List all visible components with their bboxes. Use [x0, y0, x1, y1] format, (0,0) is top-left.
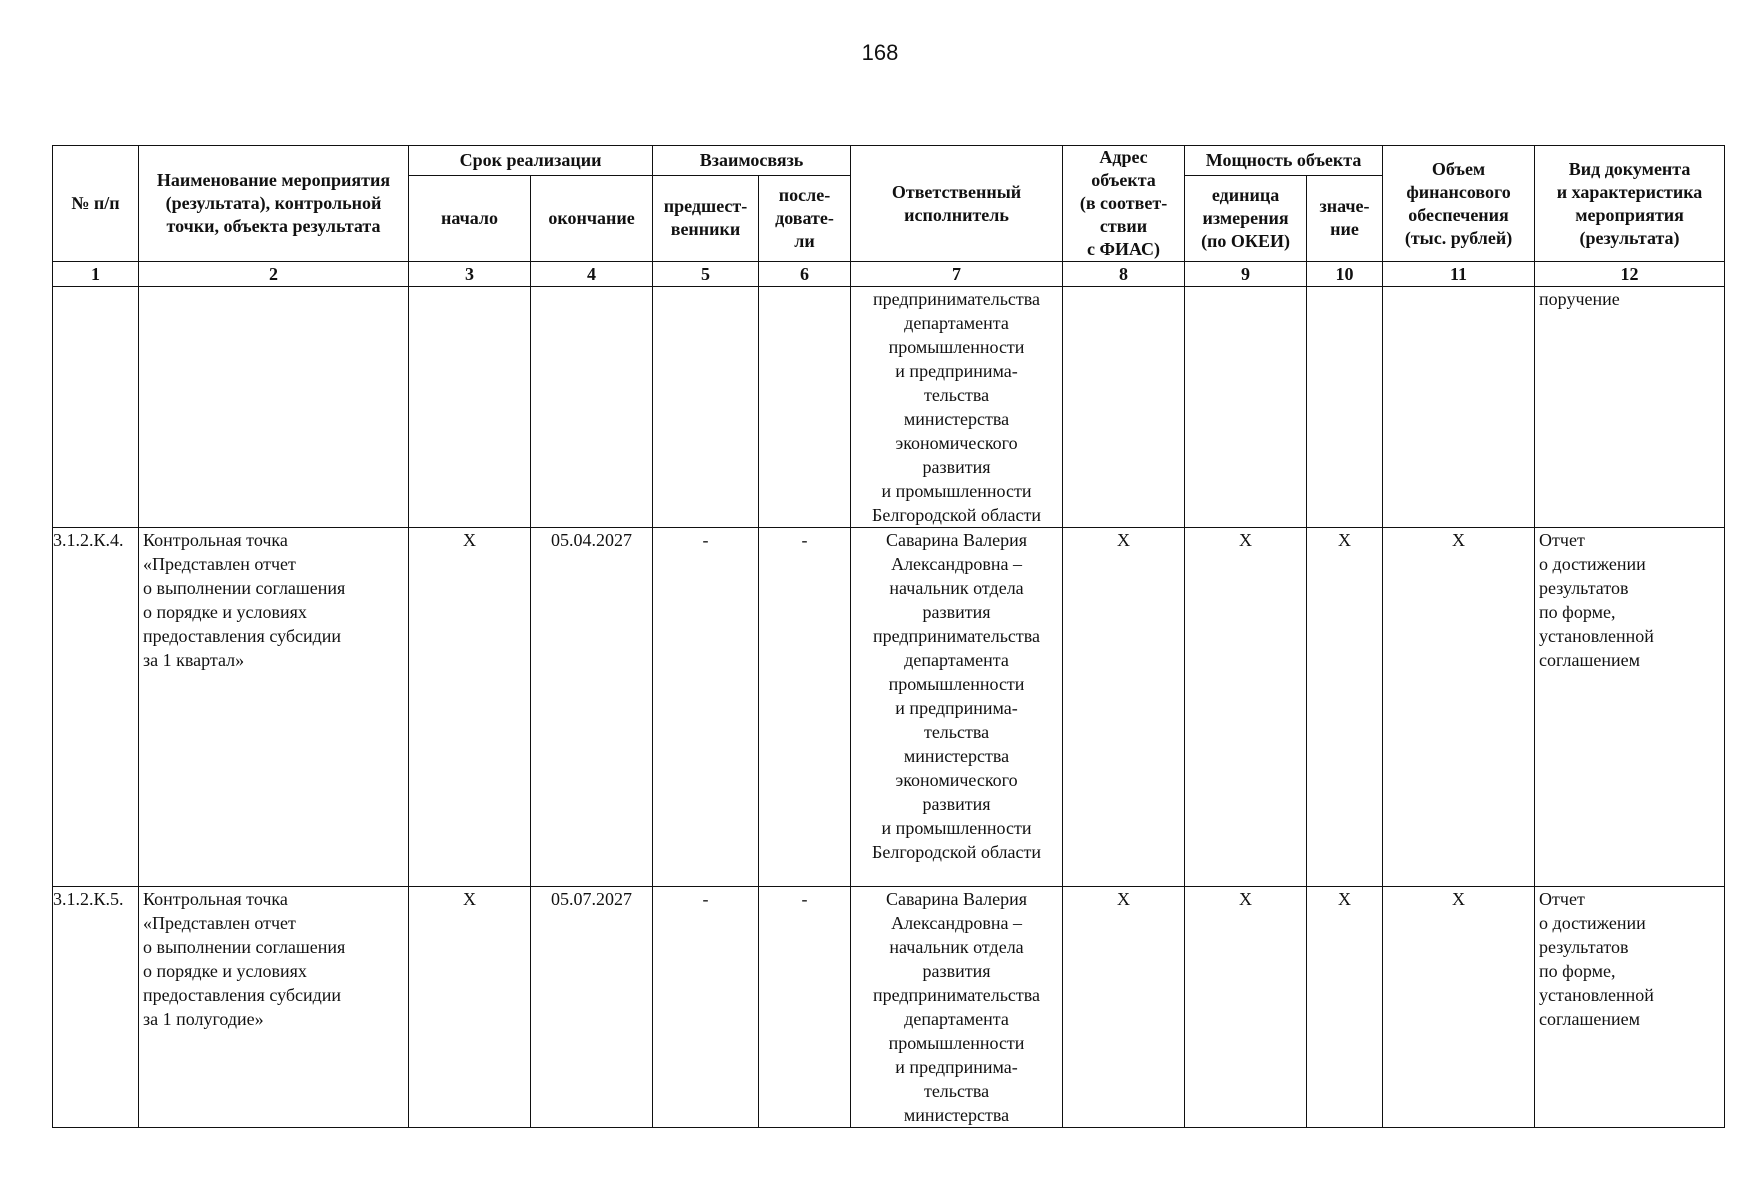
page-number: 168 [861, 40, 899, 65]
column-number: 11 [1383, 262, 1535, 287]
cell-address: X [1063, 887, 1185, 1128]
cell-num [53, 287, 139, 528]
cell-num: 3.1.2.К.5. [53, 887, 139, 1128]
column-number-row [53, 262, 1725, 287]
column-number: 6 [759, 262, 851, 287]
header-link: Взаимосвязь [653, 146, 851, 176]
cell-address [1063, 287, 1185, 528]
column-number: 3 [409, 262, 531, 287]
column-number: 5 [653, 262, 759, 287]
continuation-row [53, 287, 1725, 528]
column-number: 10 [1307, 262, 1383, 287]
cell-unit: X [1185, 528, 1307, 887]
cell-successors: - [759, 528, 851, 887]
cell-value [1307, 287, 1383, 528]
header-finance: Объем финансового обеспечения (тыс. рублей) [1383, 146, 1535, 262]
header-name: Наименование мероприятия (результата), контрольной точки, объекта результата [139, 146, 409, 262]
cell-responsible: Саварина Валерия Александровна – начальник отдела развития предпринимательства департамента промышленности и предпринима- тельства министерства [851, 887, 1063, 1128]
cell-responsible: Саварина Валерия Александровна – начальник отдела развития предпринимательства департамента промышленности и предпринима- тельства министерства экономического развития и промышленности Белгородской области [851, 528, 1063, 887]
header-capacity: Мощность объекта [1185, 146, 1383, 176]
cell-name: Контрольная точка «Представлен отчет о выполнении соглашения о порядке и условиях предоставления субсидии за 1 квартал» [139, 528, 409, 887]
cell-doc-type: Отчет о достижении результатов по форме, установленной соглашением [1535, 887, 1725, 1128]
cell-unit: X [1185, 887, 1307, 1128]
column-number: 8 [1063, 262, 1185, 287]
cell-value: X [1307, 528, 1383, 887]
header-end: окончание [531, 175, 653, 261]
header-num: № п/п [53, 146, 139, 262]
cell-successors [759, 287, 851, 528]
cell-name [139, 287, 409, 528]
cell-finance: X [1383, 887, 1535, 1128]
cell-responsible: предпринимательства департамента промышленности и предпринима- тельства министерства экономического развития и промышленности Белгородской области [851, 287, 1063, 528]
header-predecessors: предшест- венники [653, 175, 759, 261]
cell-finance: X [1383, 528, 1535, 887]
header-unit: единица измерения (по ОКЕИ) [1185, 175, 1307, 261]
cell-doc-type: поручение [1535, 287, 1725, 528]
header-period: Срок реализации [409, 146, 653, 176]
implementation-plan-table [52, 145, 1725, 1128]
column-number: 12 [1535, 262, 1725, 287]
cell-predecessors: - [653, 887, 759, 1128]
header-start: начало [409, 175, 531, 261]
cell-doc-type: Отчет о достижении результатов по форме, установленной соглашением [1535, 528, 1725, 887]
header-address: Адрес объекта (в соответ- ствии с ФИАС) [1063, 146, 1185, 262]
cell-end: 05.07.2027 [531, 887, 653, 1128]
header-row-1 [53, 146, 1725, 176]
header-successors: после- довате- ли [759, 175, 851, 261]
column-number: 9 [1185, 262, 1307, 287]
cell-successors: - [759, 887, 851, 1128]
header-responsible: Ответственный исполнитель [851, 146, 1063, 262]
column-number: 4 [531, 262, 653, 287]
column-number: 1 [53, 262, 139, 287]
column-number: 2 [139, 262, 409, 287]
cell-num: 3.1.2.К.4. [53, 528, 139, 887]
cell-predecessors [653, 287, 759, 528]
cell-start: X [409, 887, 531, 1128]
column-number: 7 [851, 262, 1063, 287]
cell-finance [1383, 287, 1535, 528]
cell-unit [1185, 287, 1307, 528]
header-value: значе- ние [1307, 175, 1383, 261]
cell-address: X [1063, 528, 1185, 887]
header-doc-type: Вид документа и характеристика мероприятия (результата) [1535, 146, 1725, 262]
cell-end: 05.04.2027 [531, 528, 653, 887]
table-row [53, 528, 1725, 887]
cell-start: X [409, 528, 531, 887]
cell-predecessors: - [653, 528, 759, 887]
table-row [53, 887, 1725, 1128]
cell-value: X [1307, 887, 1383, 1128]
cell-end [531, 287, 653, 528]
cell-name: Контрольная точка «Представлен отчет о выполнении соглашения о порядке и условиях предоставления субсидии за 1 полугодие» [139, 887, 409, 1128]
cell-start [409, 287, 531, 528]
